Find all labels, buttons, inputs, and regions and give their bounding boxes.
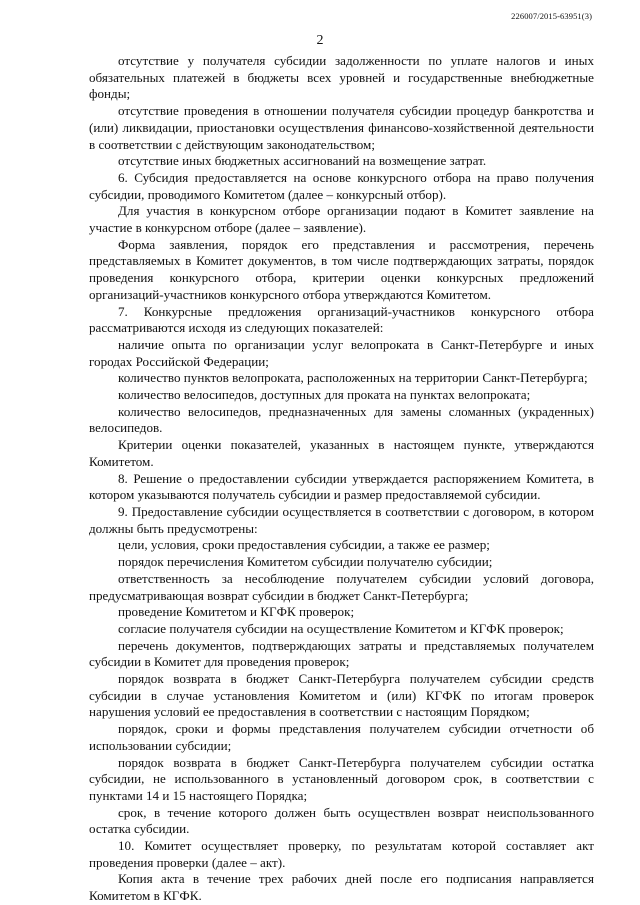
paragraph: порядок возврата в бюджет Санкт-Петербурга получателем субсидии остатка субсидии, не использованного в установленный договором срок, в соответствии с пунктами 14 и 15 настоящего Порядка;: [89, 754, 594, 803]
paragraph: 7. Конкурсные предложения организаций-участников конкурсного отбора рассматриваются исходя из следующих показателей:: [89, 303, 594, 336]
paragraph: 9. Предоставление субсидии осуществляется в соответствии с договором, в котором должны быть предусмотрены:: [89, 503, 594, 536]
paragraph: количество пунктов велопроката, расположенных на территории Санкт-Петербурга;: [118, 370, 588, 386]
paragraph: порядок возврата в бюджет Санкт-Петербурга получателем субсидии средств субсидии в случае установления Комитетом и (или) КГФК по итогам проверок нарушения условий ее предоставления в соответствии с настоящим Порядком;: [89, 671, 594, 720]
paragraph: порядок, сроки и формы представления получателем субсидии отчетности об использовании субсидии;: [89, 721, 594, 753]
paragraph: отсутствие иных бюджетных ассигнований на возмещение затрат.: [118, 153, 487, 169]
paragraph: порядок перечисления Комитетом субсидии получателю субсидии;: [118, 554, 493, 570]
paragraph: срок, в течение которого должен быть осуществлен возврат неиспользованного остатка субсидии.: [89, 804, 594, 837]
paragraph: наличие опыта по организации услуг велопроката в Санкт-Петербурге и иных городах Российской Федерации;: [89, 336, 594, 369]
paragraph: количество велосипедов, предназначенных для замены сломанных (украденных) велосипедов.: [89, 403, 594, 436]
paragraph: Критерии оценки показателей, указанных в настоящем пункте, утверждаются Комитетом.: [89, 437, 594, 469]
paragraph: ответственность за несоблюдение получателем субсидии условий договора, предусматривающая возврат субсидии в бюджет Санкт-Петербурга;: [89, 570, 594, 603]
document-body: [89, 53, 594, 905]
paragraph: Форма заявления, порядок его представления и рассмотрения, перечень представляемых в Комитет документов, в том числе подтверждающих затраты, порядок проведения конкурсного отбора, критерии оценки конкурсных предложений организаций-участников конкурсного отбора утверждаются Комитетом.: [89, 236, 594, 302]
paragraph: отсутствие проведения в отношении получателя субсидии процедур банкротства и (или) ликвидации, приостановки осуществления финансово-хозяйственной деятельности в соответствии с действующим законодательством;: [89, 103, 594, 152]
paragraph: согласие получателя субсидии на осуществление Комитетом и КГФК проверок;: [118, 620, 564, 636]
page-number: 2: [316, 33, 324, 48]
paragraph: цели, условия, сроки предоставления субсидии, а также ее размер;: [118, 537, 490, 553]
paragraph: 10. Комитет осуществляет проверку, по результатам которой составляет акт проведения проверки (далее – акт).: [89, 838, 594, 870]
paragraph: Копия акта в течение трех рабочих дней после его подписания направляется Комитетом в КГФК.: [89, 871, 594, 904]
document-number: 226007/2015-63951(3): [511, 11, 592, 21]
paragraph: 6. Субсидия предоставляется на основе конкурсного отбора на право получения субсидии, проводимого Комитетом (далее – конкурсный отбор).: [89, 169, 594, 202]
paragraph: перечень документов, подтверждающих затраты и представляемых получателем субсидии в Комитет для проведения проверок;: [89, 637, 594, 670]
paragraph: Для участия в конкурсном отборе организации подают в Комитет заявление на участие в конкурсном отборе (далее – заявление).: [89, 203, 594, 236]
paragraph: отсутствие у получателя субсидии задолженности по уплате налогов и иных обязательных платежей в бюджеты всех уровней и государственные внебюджетные фонды;: [89, 53, 594, 102]
paragraph: количество велосипедов, доступных для проката на пунктах велопроката;: [118, 387, 531, 403]
paragraph: проведение Комитетом и КГФК проверок;: [118, 604, 355, 620]
paragraph: 8. Решение о предоставлении субсидии утверждается распоряжением Комитета, в котором указываются получатель субсидии и размер предоставляемой субсидии.: [89, 470, 594, 503]
